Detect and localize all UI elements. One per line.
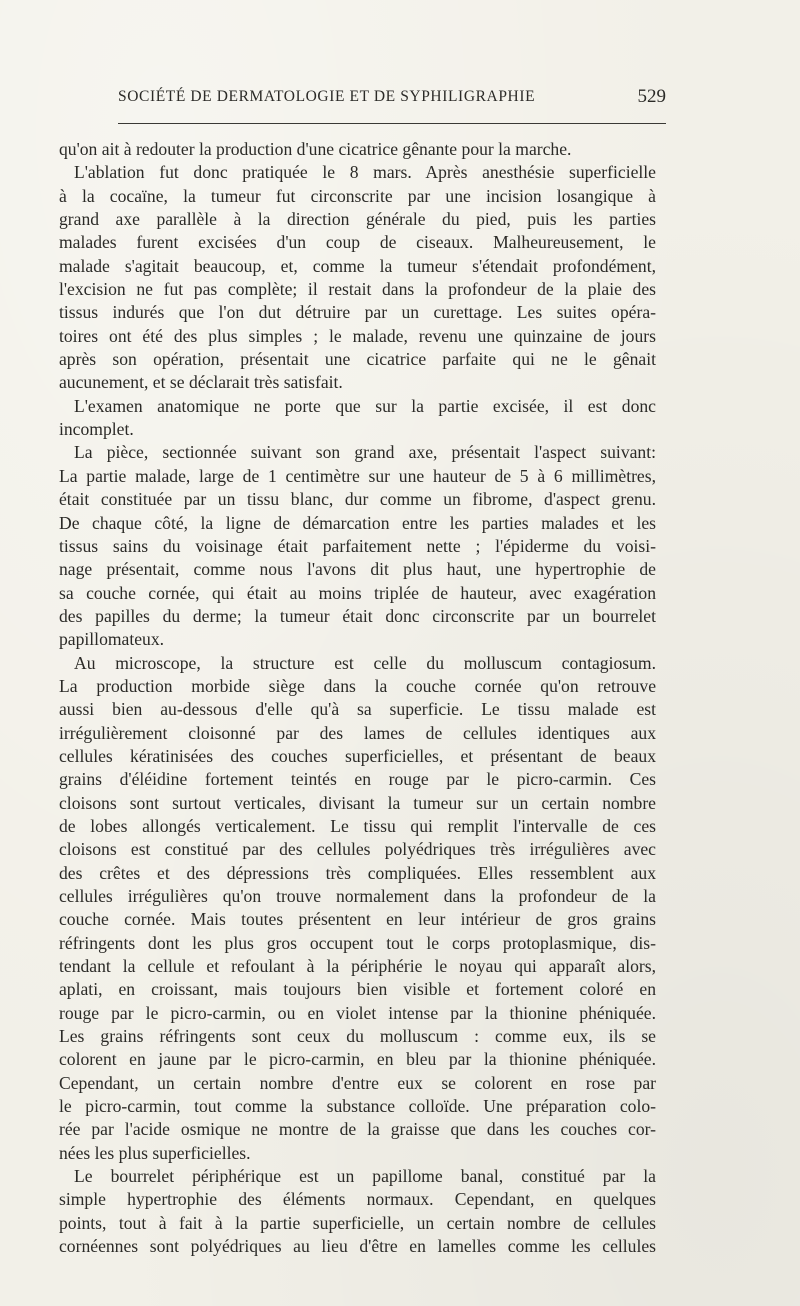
text-line: La production morbide siège dans la couche cornée qu'on retrouve — [59, 675, 656, 696]
text-line: points, tout à fait à la partie superficielle, un certain nombre de cellules — [59, 1212, 656, 1233]
text-line: rée par l'acide osmique ne montre de la graisse que dans les couches cor- — [59, 1119, 656, 1140]
paragraph — [59, 441, 656, 651]
text-line: irrégulièrement cloisonné par des lames de cellules identiques aux — [59, 722, 656, 743]
text-line: de lobes allongés verticalement. Le tissu qui remplit l'intervalle de ces — [59, 815, 656, 836]
text-line: papillomateux. — [59, 629, 165, 650]
paragraph — [59, 161, 656, 394]
text-line: cellules irrégulières qu'on trouve normalement dans la profondeur de la — [59, 886, 656, 906]
text-line: réfringents dont les plus gros occupent tout le corps protoplasmique, dis- — [59, 932, 656, 953]
text-line: tissus sains du voisinage était parfaitement nette ; l'épiderme du voisi- — [59, 535, 656, 556]
text-line: rouge par le picro-carmin, ou en violet intense par la thionine phéniquée. — [59, 1002, 656, 1023]
text-line: des crêtes et des dépressions très compliquées. Elles ressemblent aux — [59, 862, 656, 883]
header-rule — [118, 123, 666, 124]
text-line: toires ont été des plus simples ; le malade, revenu une quinzaine de jours — [59, 325, 656, 346]
text-line: Le bourrelet périphérique est un papillome banal, constitué par la — [74, 1166, 656, 1187]
text-line: La pièce, sectionnée suivant son grand axe, présentait l'aspect suivant: — [74, 442, 656, 463]
text-line: Les grains réfringents sont ceux du molluscum : comme eux, ils se — [59, 1026, 656, 1047]
text-line: Au microscope, la structure est celle du molluscum contagiosum. — [74, 652, 656, 673]
text-line: grand axe parallèle à la direction générale du pied, puis les parties — [59, 209, 656, 230]
text-line: nées les plus superficielles. — [59, 1142, 251, 1163]
text-line: tissus indurés que l'on dut détruire par un curettage. Les suites opéra- — [59, 302, 656, 323]
text-line: colorent en jaune par le picro-carmin, en bleu par la thionine phéniquée. — [59, 1049, 656, 1070]
text-line: cloisons sont surtout verticales, divisant la tumeur sur un certain nombre — [59, 792, 656, 813]
text-line: grains d'éléidine fortement teintés en rouge par le picro-carmin. Ces — [59, 769, 656, 790]
text-line: De chaque côté, la ligne de démarcation entre les parties malades et les — [59, 512, 656, 533]
running-header — [118, 86, 666, 112]
running-title: SOCIÉTÉ DE DERMATOLOGIE ET DE SYPHILIGRAPHIE — [118, 88, 536, 105]
text-line: L'examen anatomique ne porte que sur la partie excisée, il est donc — [74, 395, 656, 416]
text-line: malade s'agitait beaucoup, et, comme la tumeur s'étendait profondément, — [59, 255, 656, 276]
text-line: après son opération, présentait une cicatrice parfaite qui ne le gênait — [59, 349, 656, 370]
text-line: à la cocaïne, la tumeur fut circonscrite par une incision losangique à — [59, 185, 656, 206]
text-line: simple hypertrophie des éléments normaux. Cependant, en quelques — [59, 1189, 656, 1210]
text-line: nage présentait, comme nous l'avons dit plus haut, une hypertrophie de — [59, 559, 656, 580]
text-line: L'ablation fut donc pratiquée le 8 mars. Après anesthésie superficielle — [74, 162, 656, 183]
text-line: des papilles du derme; la tumeur était donc circonscrite par un bourrelet — [59, 605, 656, 626]
paragraph — [59, 652, 656, 1166]
text-line: La partie malade, large de 1 centimètre sur une hauteur de 5 à 6 millimètres, — [59, 465, 656, 486]
text-line: couche cornée. Mais toutes présentent en leur intérieur de gros grains — [59, 909, 656, 930]
paragraph — [59, 395, 656, 442]
text-line: le picro-carmin, tout comme la substance colloïde. Une préparation colo- — [59, 1096, 656, 1117]
text-line: aplati, en croissant, mais toujours bien visible et fortement coloré en — [59, 979, 656, 1000]
text-line: malades furent excisées d'un coup de ciseaux. Malheureusement, le — [59, 232, 656, 253]
text-line: aucunement, et se déclarait très satisfait. — [59, 372, 343, 393]
paragraph — [59, 138, 656, 161]
text-line: tendant la cellule et refoulant à la périphérie le noyau qui apparaît alors, — [59, 956, 656, 977]
text-line: cloisons est constitué par des cellules polyédriques très irrégulières avec — [59, 839, 656, 860]
paragraph — [59, 1165, 656, 1258]
body-text — [59, 138, 656, 1259]
text-line: cornéennes sont polyédriques au lieu d'être en lamelles comme les cellules — [59, 1236, 656, 1257]
text-line: cellules kératinisées des couches superficielles, et présentant de beaux — [59, 745, 656, 766]
text-line: était constituée par un tissu blanc, dur comme un fibrome, d'aspect grenu. — [59, 489, 656, 510]
text-line: l'excision ne fut pas complète; il restait dans la profondeur de la plaie des — [59, 279, 656, 300]
page-number: 529 — [637, 86, 666, 107]
text-line: incomplet. — [59, 419, 134, 440]
text-line: Cependant, un certain nombre d'entre eux se colorent en rose par — [59, 1072, 656, 1093]
text-line: sa couche cornée, qui était au moins triplée de hauteur, avec exagération — [59, 582, 656, 603]
text-line: qu'on ait à redouter la production d'une cicatrice gênante pour la marche. — [59, 139, 572, 159]
text-line: aussi bien au-dessous d'elle qu'à sa superficie. Le tissu malade est — [59, 699, 656, 720]
